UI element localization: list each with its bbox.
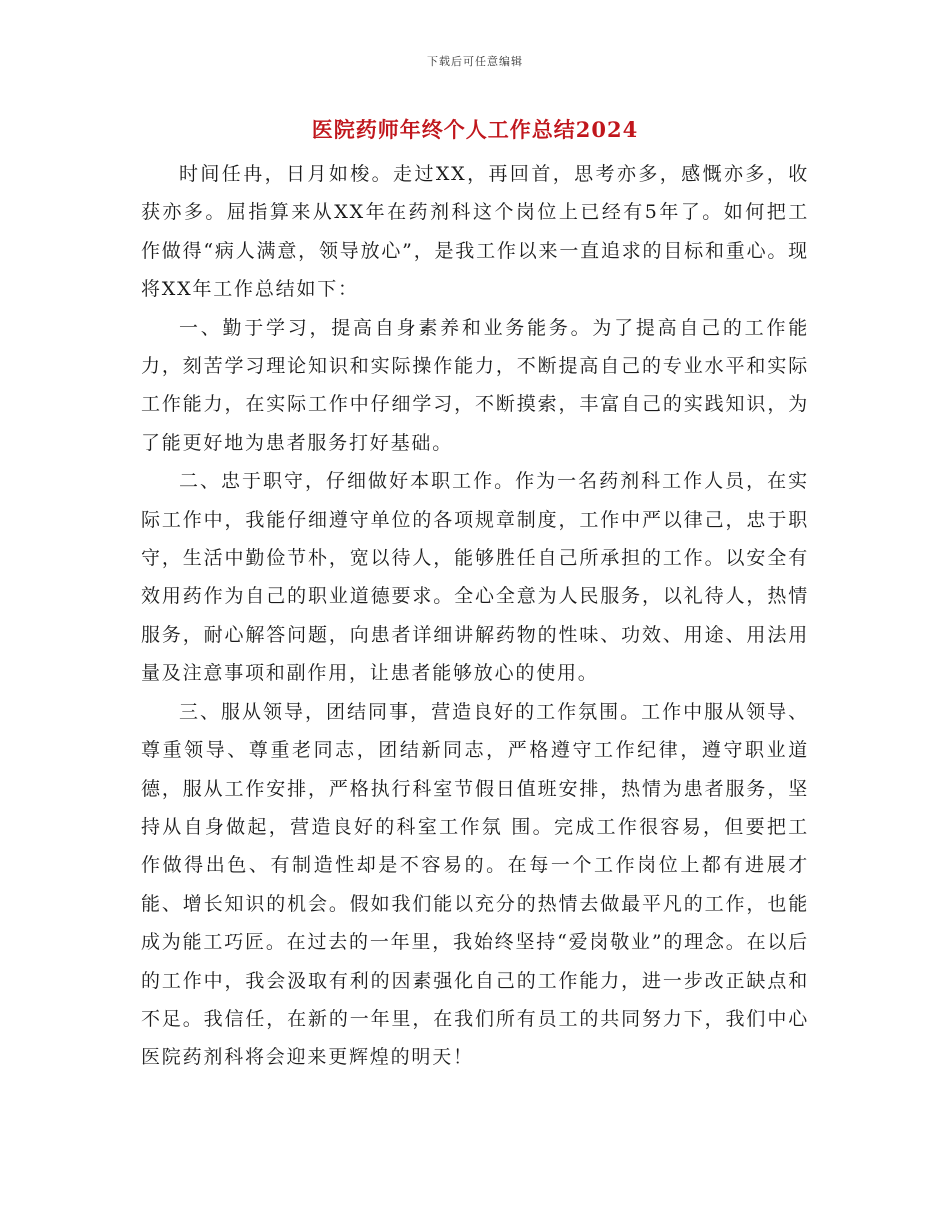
paragraph-section-1: 一、勤于学习，提高自身素养和业务能务。为了提高自己的工作能力，刻苦学习理论知识和实际操作能力，不断提高自己的专业水平和实际工作能力，在实际工作中仔细学习，不断摸索，丰富自己的实践知识，为了能更好地为患者服务打好基础。 [141, 316, 809, 454]
document-title: 医院药师年终个人工作总结2024 [311, 117, 639, 142]
paragraph-section-2: 二、忠于职守，仔细做好本职工作。作为一名药剂科工作人员，在实际工作中，我能仔细遵守单位的各项规章制度，工作中严以律己，忠于职守，生活中勤俭节朴，宽以待人，能够胜任自己所承担的工作。以安全有效用药作为自己的职业道德要求。全心全意为人民服务，以礼待人，热情服务，耐心解答问题，向患者详细讲解药物的性味、功效、用途、用法用量及注意事项和副作用，让患者能够放心的使用。 [141, 470, 809, 685]
header-note: 下载后可任意编辑 [427, 55, 523, 68]
paragraph-intro: 时间任冉，日月如梭。走过XX，再回首，思考亦多，感慨亦多，收获亦多。屈指算来从XX年在药剂科这个岗位上已经有5年了。如何把工作做得“病人满意，领导放心”，是我工作以来一直追求的目标和重心。现将XX年工作总结如下： [141, 163, 809, 301]
paragraph-section-3: 三、服从领导，团结同事，营造良好的工作氛围。工作中服从领导、尊重领导、尊重老同志，团结新同志，严格遵守工作纪律，遵守职业道德，服从工作安排，严格执行科室节假日值班安排，热情为患者服务，坚持从自身做起，营造良好的科室工作氛 围。完成工作很容易，但要把工作做得出色、有制造性却是不容易的。在每一个工作岗位上都有进展才能、增长知识的机会。假如我们能以充分的热情去做最平凡的工作，也能成为能工巧匠。在过去的一年里，我始终坚持“爱岗敬业”的理念。在以后的工作中，我会汲取有利的因素强化自己的工作能力，进一步改正缺点和不足。我信任，在新的一年里，在我们所有员工的共同努力下，我们中心医院药剂科将会迎来更辉煌的明天！ [141, 700, 809, 1069]
document-body [141, 155, 809, 1077]
